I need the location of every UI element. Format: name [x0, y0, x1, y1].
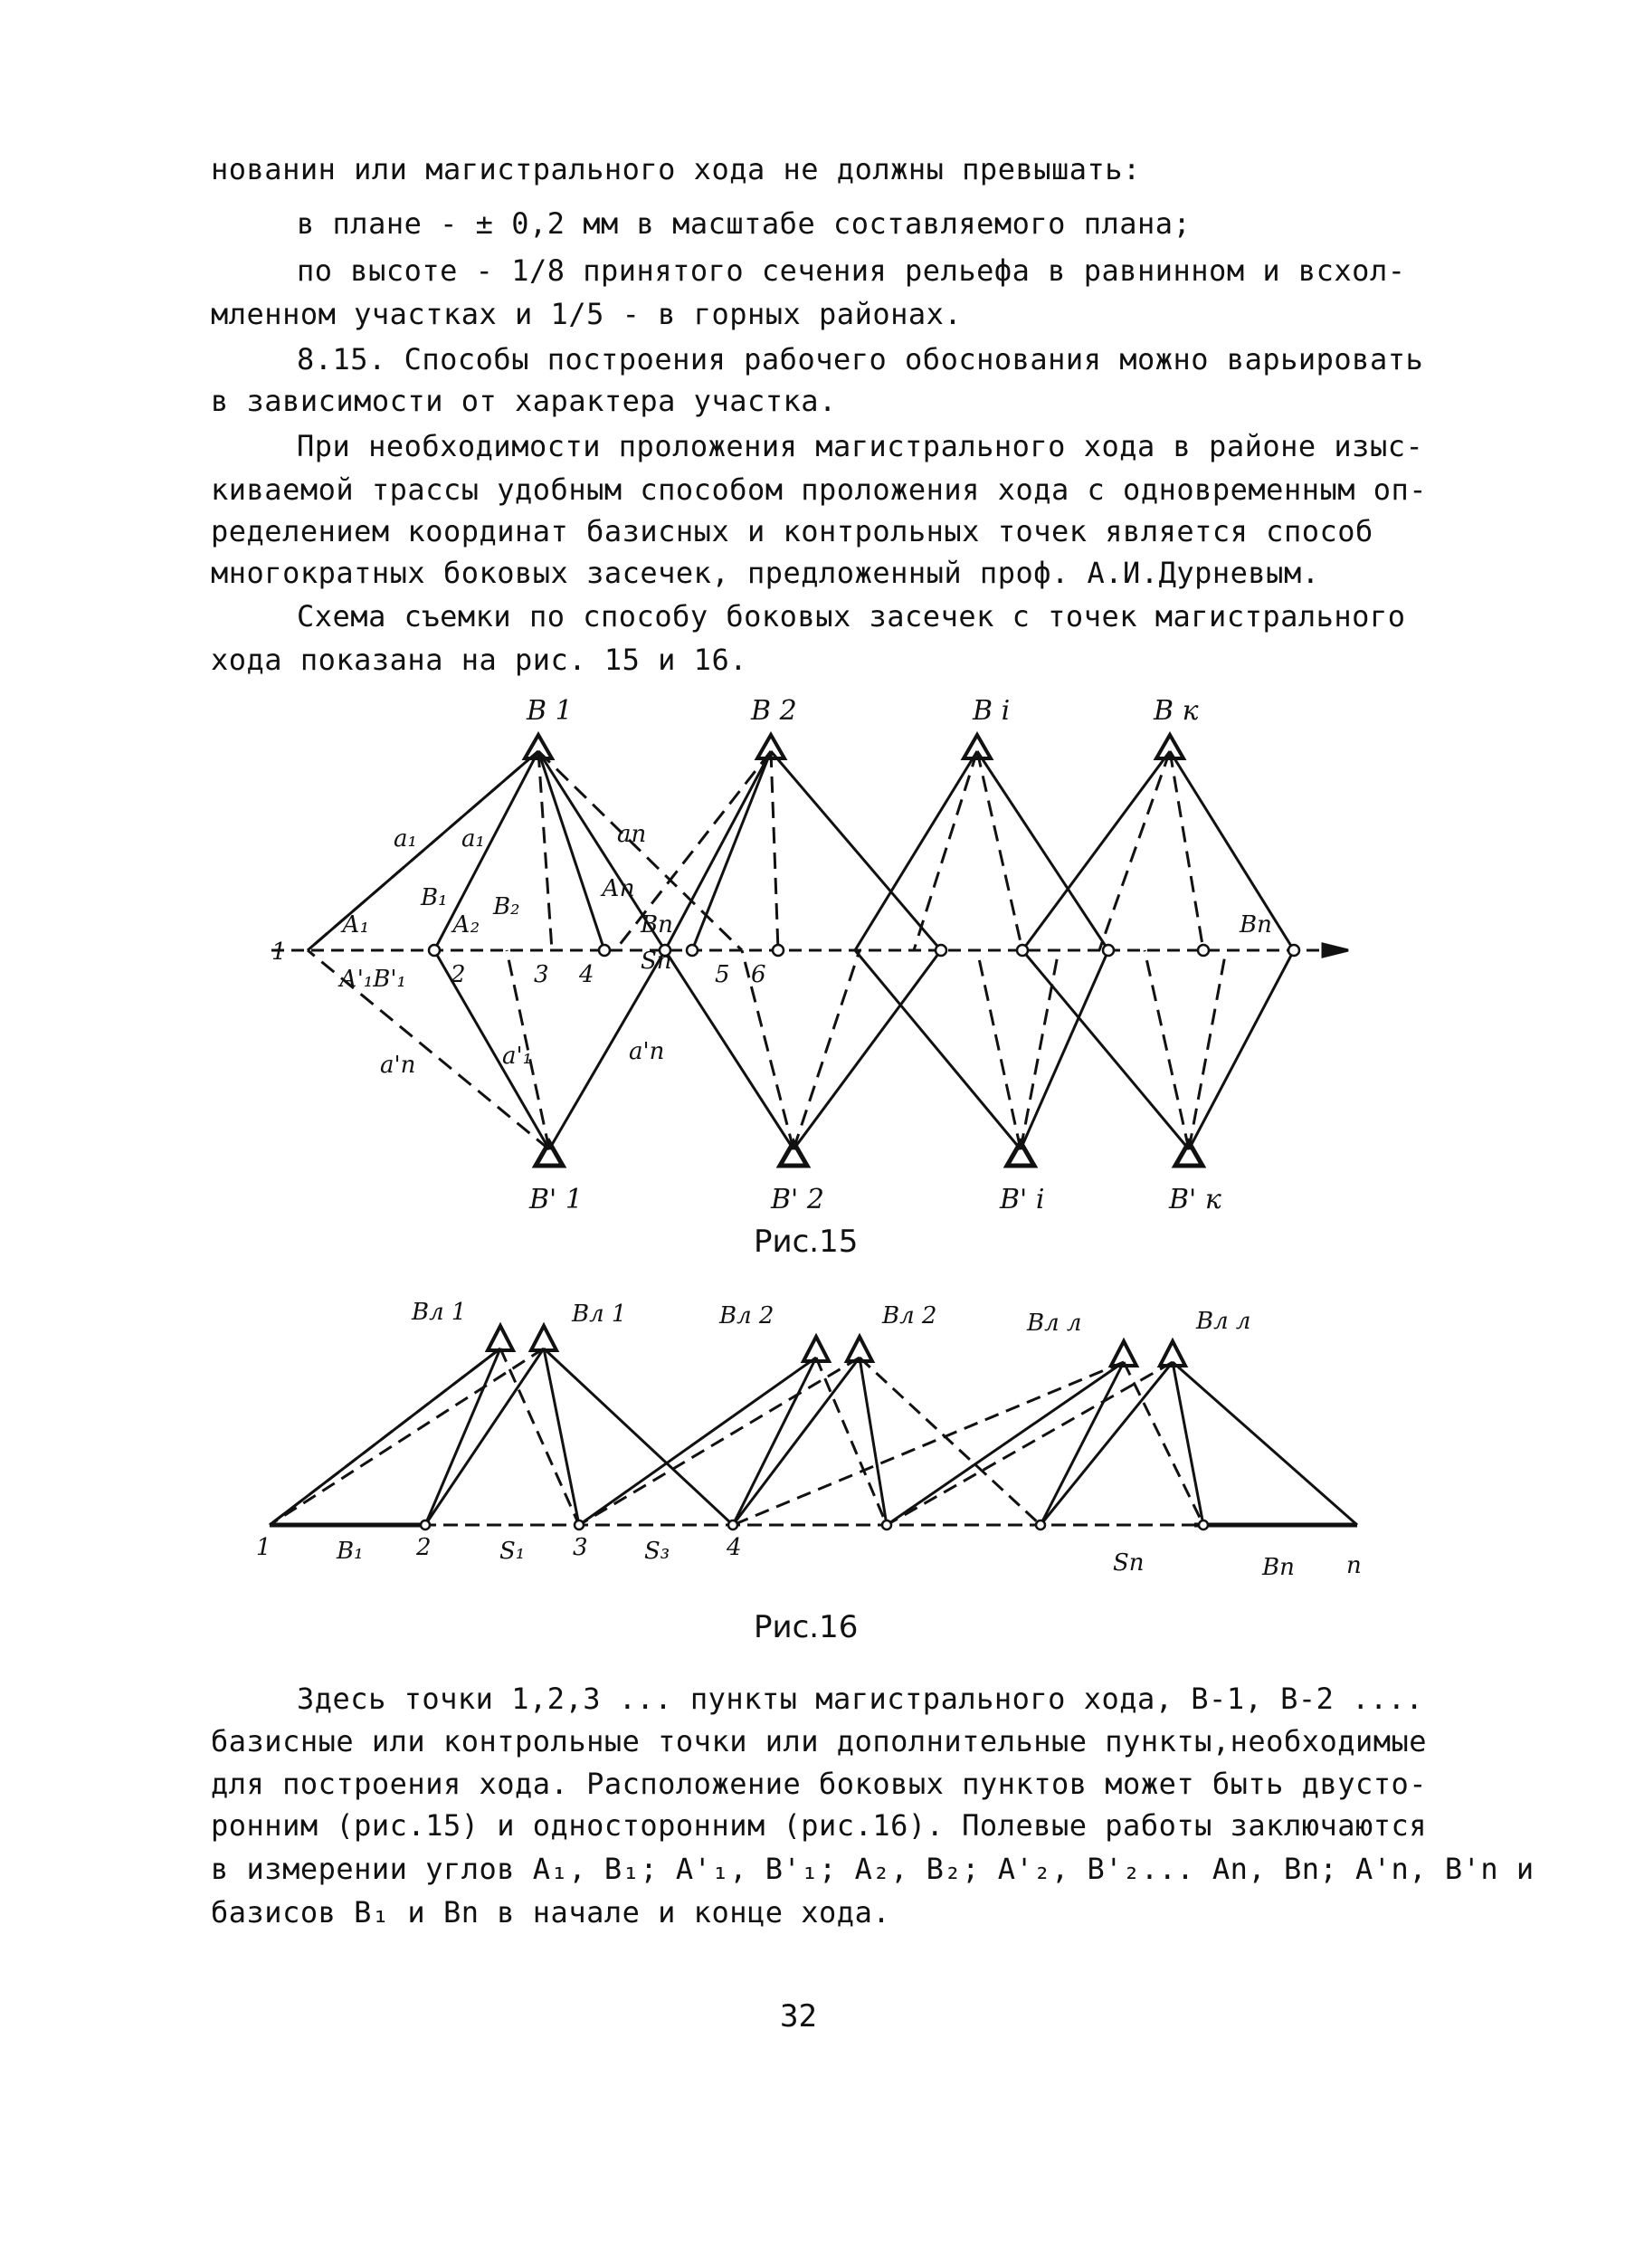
- text-line: киваемой трассы удобным способом проложения хода с одновременным оп-: [211, 472, 1428, 507]
- label-bottom-station: В' i: [1000, 1184, 1045, 1215]
- text-line: многократных боковых засечек, предложенный проф. А.И.Дурневым.: [211, 556, 1320, 590]
- label-axis-point: S₁: [499, 1538, 526, 1565]
- text-line: 8.15. Способы построения рабочего обоснования можно варьировать: [297, 342, 1424, 376]
- label-station: Вл л: [1027, 1310, 1082, 1337]
- label-side: an: [617, 821, 647, 848]
- label-side: a'₁: [502, 1043, 533, 1070]
- label-station: Вл 1: [412, 1299, 467, 1326]
- label-side: a'n: [629, 1038, 665, 1065]
- label-side: a'n: [380, 1052, 416, 1079]
- text-line: При необходимости проложения магистрального хода в районе изыс-: [297, 429, 1424, 463]
- label-top-station: В i: [973, 695, 1011, 727]
- label-axis-point: 4: [579, 961, 594, 988]
- label-side: a₁: [394, 825, 417, 853]
- text-line: для построения хода. Расположение боковых пунктов может быть двусто-: [211, 1767, 1428, 1801]
- label-axis-point: n: [1346, 1552, 1362, 1579]
- label-axis-point: 6: [751, 961, 766, 988]
- label-axis-point: 3: [573, 1534, 588, 1561]
- label-axis-point: В₁: [337, 1538, 364, 1565]
- label-angle: Sn: [641, 948, 672, 975]
- label-bottom-station: В' к: [1169, 1184, 1221, 1215]
- text-line: Схема съемки по способу боковых засечек с точек магистрального: [297, 599, 1406, 634]
- label-axis-point: 5: [715, 961, 730, 988]
- text-line: ределением координат базисных и контрольных точек является способ: [211, 514, 1373, 548]
- label-angle: А'₁В'₁: [339, 966, 406, 993]
- label-angle: А₁: [342, 911, 370, 939]
- station-triangle: [803, 1337, 829, 1361]
- label-axis-point: 4: [727, 1534, 742, 1561]
- text-line: в зависимости от характера участка.: [211, 384, 837, 418]
- label-axis-point: 2: [416, 1534, 432, 1561]
- label-angle: В₂: [493, 893, 520, 920]
- label-axis-point: Sn: [1113, 1549, 1145, 1577]
- label-axis-point: 3: [534, 961, 549, 988]
- text-line: в плане - ± 0,2 мм в масштабе составляемого плана;: [297, 206, 1192, 241]
- label-station: Вл л: [1196, 1308, 1251, 1335]
- label-bottom-station: В' 2: [771, 1184, 824, 1215]
- label-station: Вл 2: [719, 1302, 774, 1329]
- text-line: в измерении углов A₁, B₁; A'₁, B'₁; A₂, B₂; A'₂, B'₂... An, Bn; A'n, B'n и: [211, 1852, 1535, 1886]
- label-axis-point: Bn: [1262, 1554, 1295, 1581]
- rays-solid: [270, 1348, 1357, 1525]
- label-angle: А₂: [452, 911, 480, 939]
- label-top-station: В 2: [751, 695, 797, 727]
- label-axis-point: S₃: [644, 1538, 670, 1565]
- label-axis-point: 1: [256, 1534, 271, 1561]
- text-line: ронним (рис.15) и односторонним (рис.16). Полевые работы заключаются: [211, 1808, 1428, 1843]
- label-angle: Bn: [1240, 911, 1272, 939]
- label-top-station: В 1: [527, 695, 573, 727]
- figure-15-caption: Рис.15: [754, 1224, 859, 1260]
- text-line: по высоте - 1/8 принятого сечения рельефа в равнинном и всхол-: [297, 253, 1406, 288]
- text-line: Здесь точки 1,2,3 ... пункты магистрального хода, В-1, В-2 ....: [297, 1682, 1424, 1716]
- text-line: базисные или контрольные точки или дополнительные пункты,необходимые: [211, 1724, 1428, 1758]
- text-line: хода показана на рис. 15 и 16.: [211, 643, 747, 677]
- label-angle: Вn: [641, 911, 673, 939]
- label-station: Вл 1: [572, 1301, 627, 1328]
- station-triangle: [847, 1337, 872, 1361]
- page-number: 32: [780, 1998, 817, 2035]
- station-triangle: [1160, 1341, 1185, 1366]
- station-triangle: [488, 1326, 513, 1350]
- label-station: Вл 2: [882, 1302, 937, 1329]
- label-bottom-station: В' 1: [529, 1184, 583, 1215]
- text-line: базисов B₁ и Bn в начале и конце хода.: [211, 1895, 891, 1930]
- text-line: мленном участках и 1/5 - в горных районах.: [211, 297, 963, 331]
- station-triangle: [1111, 1341, 1136, 1366]
- figure-16-caption: Рис.16: [754, 1609, 859, 1645]
- label-axis-point: 2: [451, 961, 466, 988]
- station-triangle: [531, 1326, 556, 1350]
- text-line: нованин или магистрального хода не должны превышать:: [211, 152, 1141, 186]
- label-angle: В₁: [421, 884, 448, 911]
- label-angle: Аn: [602, 875, 635, 902]
- label-axis-point: 1: [271, 939, 287, 966]
- label-side: a₁: [461, 825, 485, 853]
- label-top-station: В к: [1154, 695, 1199, 727]
